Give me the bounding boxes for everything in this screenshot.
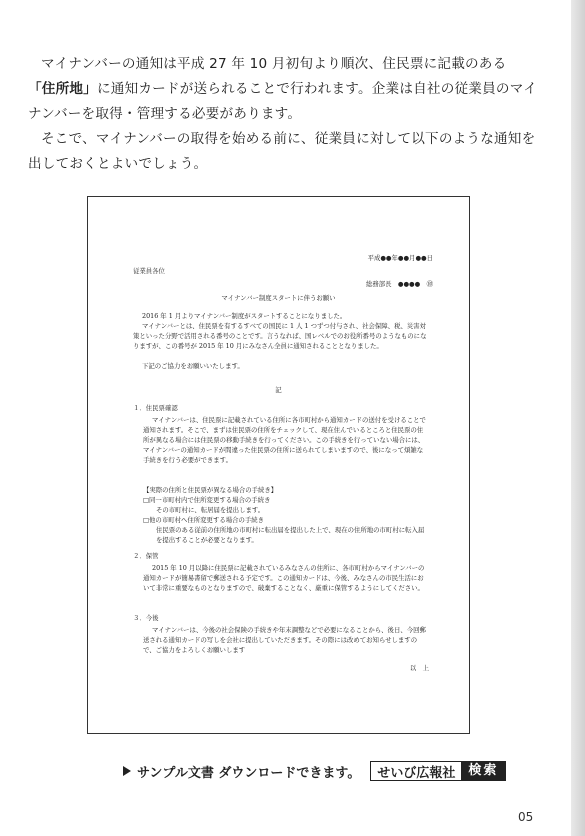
doc-body-3: 下記のご協力をお願いいたします。 <box>142 362 244 370</box>
doc-title: マイナンバー制度スタートに伴うお願い <box>221 294 336 302</box>
box-line-3: □他の市町村へ住所変更する場合の手続き <box>143 516 265 524</box>
doc-sender: 総務部長 ●●●● ㊞ <box>365 280 433 288</box>
doc-ki: 記 <box>275 386 282 394</box>
address-emphasis: 「住所地」 <box>28 81 97 97</box>
box-line-1: □同一市町村内で住所変更する場合の手続き <box>143 496 271 504</box>
intro-p1-c: に通知カードが送られることで行われます。企業は自社の従業員のマイナンバーを取得・管理する必要があります。 <box>28 81 538 122</box>
section-1-heading: １．住民票確認 <box>133 404 178 412</box>
box-heading: 【実際の住所と住民票が異なる場合の手続き】 <box>143 486 278 494</box>
download-bar <box>123 761 506 781</box>
play-triangle-icon <box>123 766 131 776</box>
section-2-heading: ２．保管 <box>133 552 159 560</box>
section-3-body: マイナンバーは、今後の社会保険の手続きや年末調整などで必要になることから、後日、今回郵送される通知カードの写しを会社に提出していただきます。その際には改めてお知らせしますので、ご協力をよろしくお願いします <box>143 626 426 654</box>
intro-paragraph-1 <box>28 52 538 127</box>
doc-date: 平成●●年●●月●●日 <box>367 254 433 262</box>
search-keyword: せいび広報社 <box>377 765 456 781</box>
section-2-body: 2015 年 10 月以降に住民票に記載されているみなさんの住所に、各市町村からマイナンバーの通知カードが簡易書留で郵送される予定です。この通知カードは、今後、みなさんの市民生活において非常に重要なものとなりますので、破棄することなく、厳重に保管するようにしてください。 <box>143 564 425 592</box>
box-line-4: 住民票のある従前の住所地の市町村に転出届を提出した上で、現在の住所地の市町村に転入届を提出することが必要となります。 <box>156 526 425 544</box>
page-edge-shadow <box>571 0 585 836</box>
intro-paragraph-2: そこで、マイナンバーの取得を始める前に、従業員に対して以下のような通知を出しておくとよいでしょう。 <box>28 131 536 172</box>
doc-end: 以 上 <box>409 664 429 672</box>
doc-body-1: 2016 年 1 月よりマイナンバー制度がスタートすることになりました。 <box>142 312 347 320</box>
doc-recipient: 従業員各位 <box>133 267 165 275</box>
page-number: 05 <box>518 810 534 824</box>
intro-p1-a: マイナンバーの通知は平成 27 年 10 月初旬より順次、住民票に記載のある <box>41 56 507 72</box>
search-box[interactable] <box>370 761 506 781</box>
search-button[interactable]: 検索 <box>461 762 505 780</box>
section-1-body: マイナンバーは、住民票に記載されている住所に各市町村から通知カードの送付を受けることで通知されます。そこで、まずは住民票の住所をチェックして、現在住んでいるところと住民票の住所が異なる場合には住民票の移動手続きを行ってください。この手続きを行っていない場合には、マイナンバーの通知カードが間違った住民票の住所に送られてしまいますので、後になって煩雑な手続きを行う必要ができます。 <box>143 416 426 464</box>
doc-body-2: マイナンバーとは、住民票を有するすべての国民に 1 人 1 つずつ付与され、社会保障、税、災害対策といった分野で活用される番号のことです。言うなれば、国レベルでのお役所番号のようなものになりますが、この番号が 2015 年 10 月にみなさん全員に通知されることとなりました。 <box>133 322 427 350</box>
section-3-heading: ３．今後 <box>133 614 159 622</box>
download-label: サンプル文書 ダウンロードできます。 <box>137 765 361 781</box>
box-line-2: その市町村に、転居届を提出します。 <box>156 506 265 514</box>
sample-document <box>87 196 470 734</box>
intro-text <box>28 52 538 177</box>
